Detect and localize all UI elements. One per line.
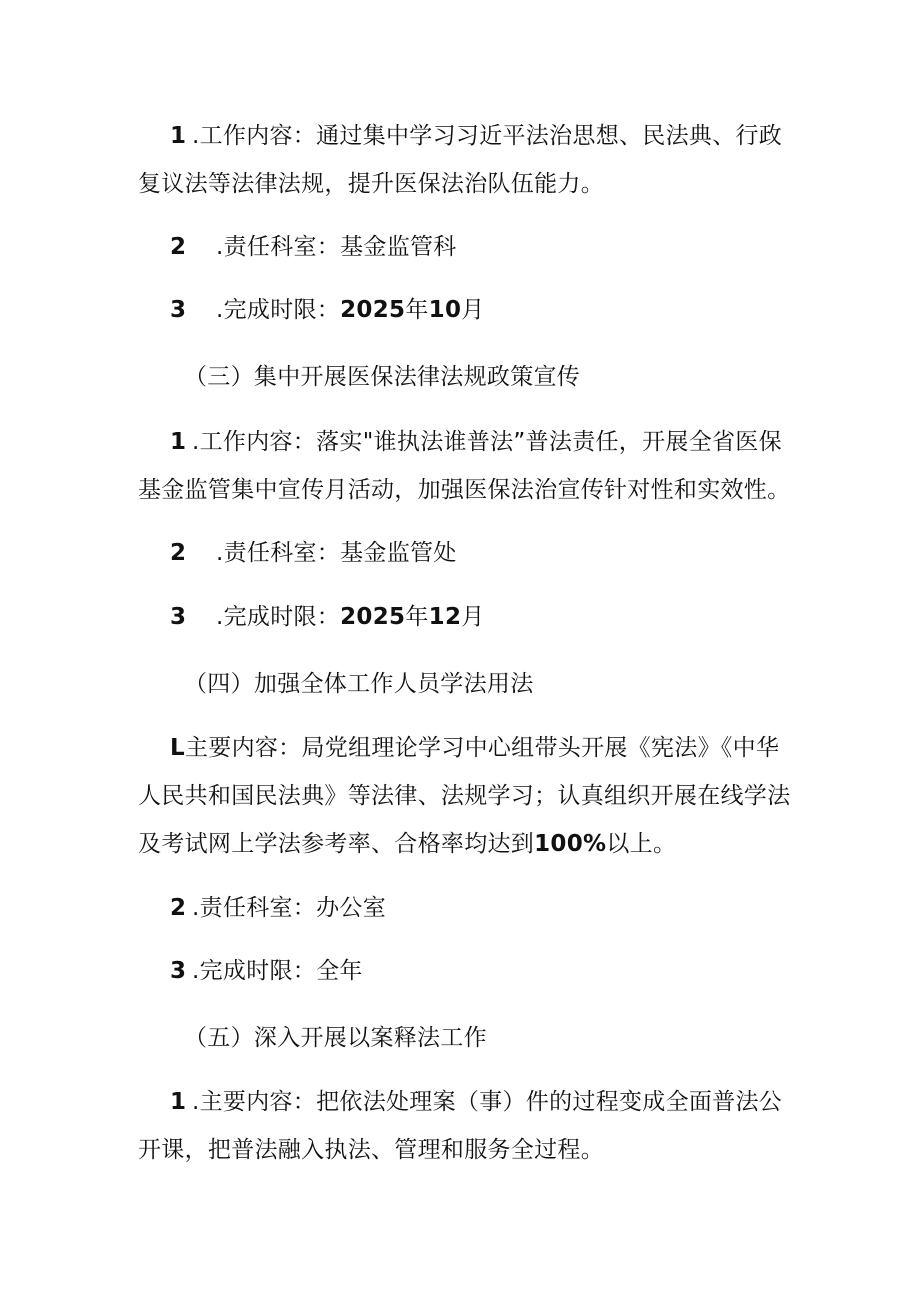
- s3-item1-line2: 基金监管集中宣传月活动，加强医保法治宣传针对性和实效性。: [138, 477, 791, 503]
- item-text: .工作内容：落实"谁执法谁普法”普法责任，开展全省医保: [192, 429, 782, 455]
- item-text: .责任科室：基金监管处: [216, 540, 457, 566]
- item-text: 以上。: [606, 831, 677, 857]
- item-text: 及考试网上学法参考率、合格率均达到: [138, 831, 535, 857]
- s3-item1-line1: [170, 426, 830, 458]
- month-unit: 月: [461, 297, 485, 323]
- item-number: 2: [170, 540, 187, 566]
- s5-item1-line1: [170, 1086, 830, 1118]
- s2-item3: [170, 294, 830, 326]
- item-text: .完成时限：: [216, 297, 341, 323]
- item-text: .责任科室：基金监管科: [216, 234, 457, 260]
- s2-item2: [170, 231, 830, 263]
- s4-item2: [170, 892, 830, 924]
- item-text: .责任科室：办公室: [192, 895, 387, 921]
- item-number: 3: [170, 297, 187, 323]
- item-number: 3: [170, 604, 187, 630]
- percent-value: 100%: [534, 831, 607, 857]
- item-text: .主要内容：把依法处理案（事）件的过程变成全面普法公: [192, 1089, 783, 1115]
- item-number: 1: [170, 1089, 187, 1115]
- s4-item1-line3: [138, 828, 798, 860]
- item-text: .工作内容：通过集中学习习近平法治思想、民法典、行政: [192, 123, 783, 149]
- s4-item1-line2: 人民共和国民法典》等法律、法规学习；认真组织开展在线学法: [138, 783, 791, 809]
- s2-item1-line2: 复议法等法律法规，提升医保法治队伍能力。: [138, 171, 604, 197]
- year-value: 2025: [340, 604, 406, 630]
- item-number: 1: [170, 123, 187, 149]
- item-number: 2: [170, 234, 187, 260]
- item-number: 2: [170, 895, 187, 921]
- s3-item3: [170, 601, 830, 633]
- s2-item1-line1: [170, 120, 830, 152]
- month-unit: 月: [461, 604, 485, 630]
- section-5-heading: （五）深入开展以案释法工作: [184, 1025, 487, 1051]
- s4-item1-line1: [170, 732, 830, 764]
- section-3-heading: （三）集中开展医保法律法规政策宣传: [184, 364, 581, 390]
- section-4-heading: （四）加强全体工作人员学法用法: [184, 671, 534, 697]
- item-number: 1: [170, 429, 187, 455]
- item-number: L: [170, 735, 185, 761]
- item-text: 主要内容：局党组理论学习中心组带头开展《宪法》《中华: [184, 735, 780, 761]
- year-value: 2025: [340, 297, 406, 323]
- month-value: 10: [428, 297, 462, 323]
- s3-item2: [170, 537, 830, 569]
- s5-item1-line2: 开课，把普法融入执法、管理和服务全过程。: [138, 1137, 604, 1163]
- item-text: .完成时限：: [216, 604, 341, 630]
- year-unit: 年: [405, 604, 429, 630]
- item-text: .完成时限：全年: [192, 958, 363, 984]
- item-number: 3: [170, 958, 187, 984]
- s4-item3: [170, 955, 830, 987]
- month-value: 12: [428, 604, 462, 630]
- year-unit: 年: [405, 297, 429, 323]
